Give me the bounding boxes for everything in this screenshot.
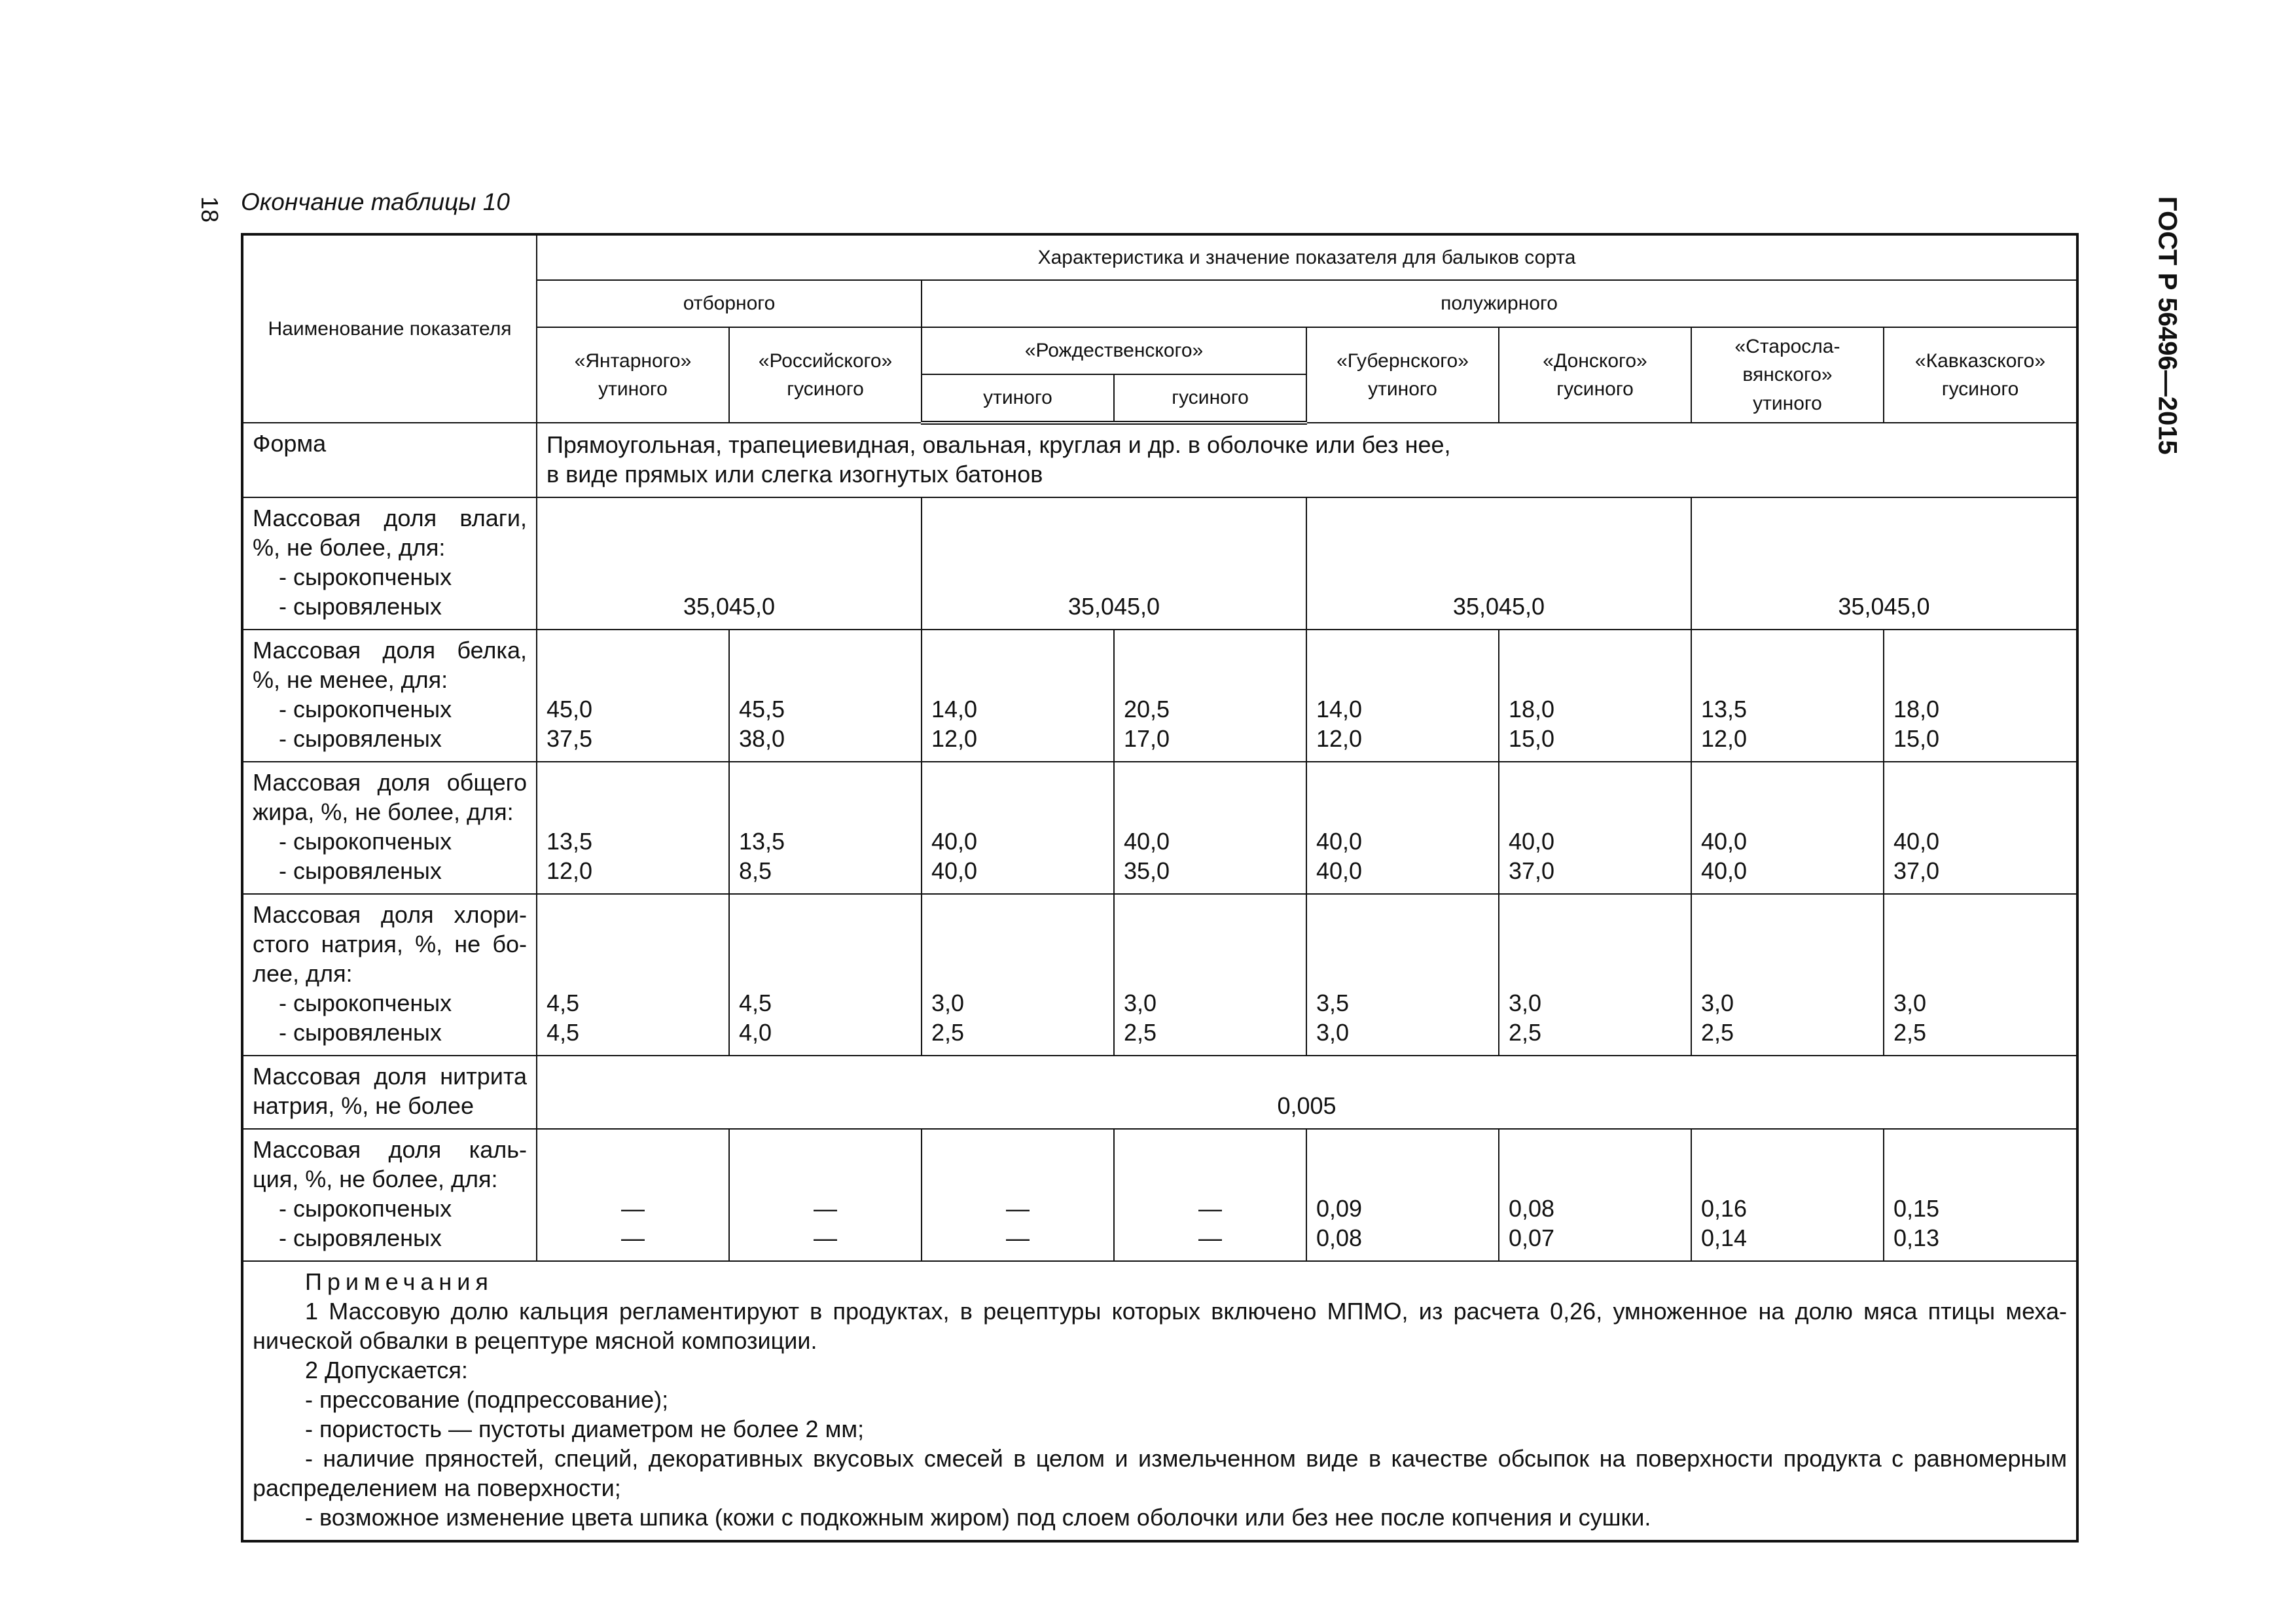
value-cell: 3,0 2,5 [1691,894,1884,1056]
header-col-yantarny: «Янтарного» утиного [537,327,729,423]
page-number: 18 [196,196,223,223]
note-item: 2 Допускается: [305,1357,468,1383]
value-cell: 18,0 15,0 [1884,630,2077,762]
value-cell: 0,15 0,13 [1884,1129,2077,1261]
table-row-protein [242,630,2077,762]
header-col-rozhdestv-duck: утиного [922,374,1114,423]
value-cell: 4,5 4,5 [537,894,729,1056]
value-cell: — — [922,1129,1114,1261]
value-cell: 0,08 0,07 [1499,1129,1691,1261]
value-cell: 3,0 2,5 [922,894,1114,1056]
shape-description [537,423,2077,497]
value-cell: 20,5 17,0 [1114,630,1306,762]
row-name: Массовая доля влаги, %, не более, для: - сырокопченых - сыровяленых [242,497,537,630]
note-item: - прессование (подпрессование); [305,1386,669,1413]
value-cell: 40,0 40,0 [1306,762,1499,894]
note-item: - наличие пряностей, специй, декоративных вкусовых смесей в целом и измельченном виде в качестве обсыпок на поверхности продукта с равномерным распределением на поверхности; [253,1445,2067,1501]
note-item: - пористость — пустоты диаметром не более 2 мм; [305,1416,865,1442]
row-name: Массовая доля хлори-стого натрия, %, не бо-лее, для: - сырокопченых - сыровяленых [242,894,537,1056]
value-cell: 3,5 3,0 [1306,894,1499,1056]
table-row-salt [242,894,2077,1056]
header-col-donskoy: «Донского» гусиного [1499,327,1691,423]
table-row-moisture [242,497,2077,630]
value-cell: 35,045,0 [1691,497,2077,630]
value-cell: — — [729,1129,922,1261]
header-col-staroslav: «Старосла-вянского» утиного [1691,327,1884,423]
value-cell: 40,0 35,0 [1114,762,1306,894]
header-col-gubernsky: «Губернского» утиного [1306,327,1499,423]
row-name: Массовая доля каль-ция, %, не более, для: - сырокопченых - сыровяленых [242,1129,537,1261]
note-item: 1 Массовую долю кальция регламентируют в продуктах, в рецептуры которых включено МПМО, из расчета 0,26, умноженное на долю мяса птицы меха-нической обвалки в рецептуре мясной композиции. [253,1298,2067,1354]
table-row-fat [242,762,2077,894]
value-cell: 45,5 38,0 [729,630,922,762]
value-cell: 4,5 4,0 [729,894,922,1056]
row-name: Массовая доля нитрита натрия, %, не более [242,1056,537,1129]
shape-text-line: в виде прямых или слегка изогнутых батонов [547,461,1043,488]
value-cell: 0,005 [537,1056,2077,1129]
header-group-semi: полужирного [922,280,2077,327]
value-cell: 13,5 12,0 [1691,630,1884,762]
row-name: Массовая доля общего жира, %, не более, для: - сырокопченых - сыровяленых [242,762,537,894]
header-group-select: отборного [537,280,922,327]
value-cell: 40,0 40,0 [922,762,1114,894]
value-cell: 0,16 0,14 [1691,1129,1884,1261]
value-cell: 3,0 2,5 [1884,894,2077,1056]
table-caption: Окончание таблицы 10 [241,188,510,215]
value-cell: 40,0 40,0 [1691,762,1884,894]
notes-title: Примечания [305,1268,493,1295]
shape-text-line: Прямоугольная, трапециевидная, овальная, круглая и др. в оболочке или без нее, [547,431,1451,458]
value-cell: 35,045,0 [922,497,1306,630]
row-name: Форма [242,423,537,497]
value-cell: 3,0 2,5 [1114,894,1306,1056]
row-name: Массовая доля белка, %, не менее, для: - сырокопченых - сыровяленых [242,630,537,762]
value-cell: 3,0 2,5 [1499,894,1691,1056]
table-row-notes [242,1261,2077,1541]
note-item: - возможное изменение цвета шпика (кожи с подкожным жиром) под слоем оболочки или без нее после копчения и сушки. [305,1504,1651,1531]
value-cell: 18,0 15,0 [1499,630,1691,762]
standard-code: ГОСТ Р 56496—2015 [2153,196,2182,455]
value-cell: 14,0 12,0 [1306,630,1499,762]
value-cell: 0,09 0,08 [1306,1129,1499,1261]
header-top: Характеристика и значение показателя для балыков сорта [537,234,2077,280]
value-cell: — — [537,1129,729,1261]
header-col-rozhdestv: «Рождественского» [922,327,1306,374]
characteristics-table [241,233,2079,1543]
value-cell: — — [1114,1129,1306,1261]
table-row-nitrite [242,1056,2077,1129]
value-cell: 35,045,0 [1306,497,1691,630]
value-cell: 13,5 8,5 [729,762,922,894]
table-row-shape [242,423,2077,497]
value-cell: 40,0 37,0 [1884,762,2077,894]
notes [242,1261,2077,1541]
header-col-rossiysky: «Российского» гусиного [729,327,922,423]
value-cell: 35,045,0 [537,497,922,630]
value-cell: 13,5 12,0 [537,762,729,894]
table-row-calcium [242,1129,2077,1261]
header-name-column: Наименование показателя [242,234,537,423]
header-col-kavkaz: «Кавказского» гусиного [1884,327,2077,423]
value-cell: 45,0 37,5 [537,630,729,762]
value-cell: 14,0 12,0 [922,630,1114,762]
header-col-rozhdestv-goose: гусиного [1114,374,1306,423]
value-cell: 40,0 37,0 [1499,762,1691,894]
